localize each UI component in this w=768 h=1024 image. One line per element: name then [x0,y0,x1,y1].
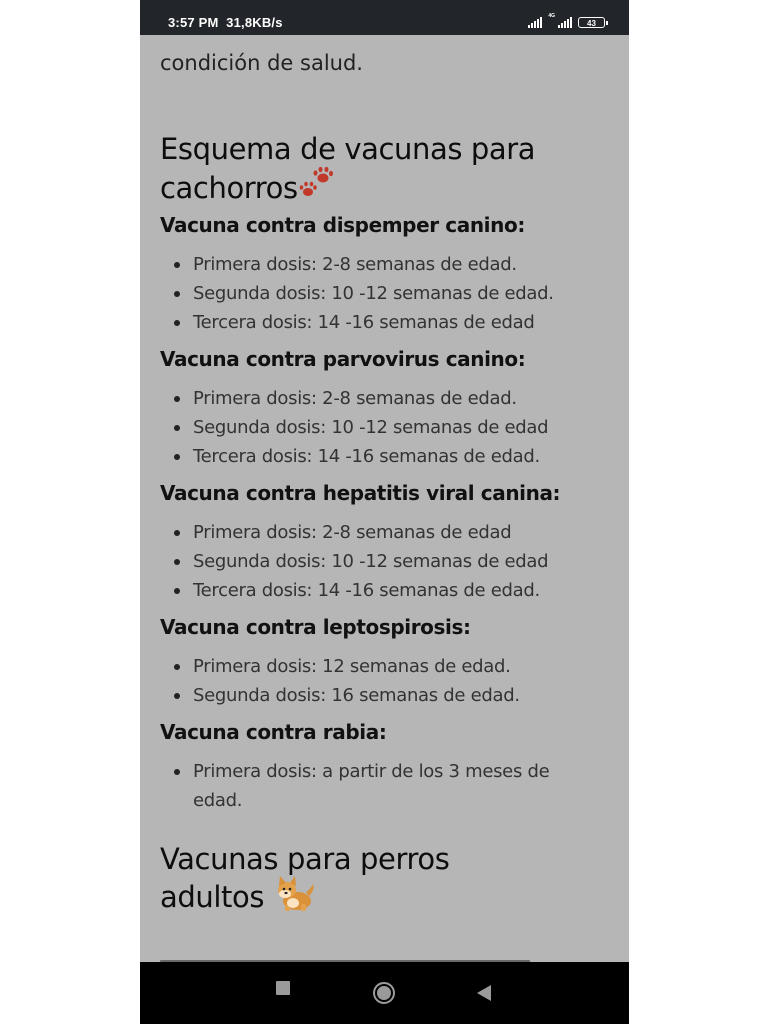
vaccine-heading: Vacuna contra leptospirosis: [160,615,471,639]
status-icons [528,14,605,30]
dose-item: Primera dosis: 2-8 semanas de edad. [160,250,610,279]
recent-apps-icon[interactable] [275,980,291,1000]
network-speed: 31,8KB/s [226,15,283,30]
dose-list [160,518,610,605]
vaccine-block [160,346,610,471]
battery-level: 43 [587,18,596,28]
section-title-puppies [160,133,610,205]
section-title-adults [160,843,480,914]
dose-list [160,250,610,337]
dose-item: Primera dosis: 2-8 semanas de edad. [160,384,610,413]
dose-list [160,757,580,815]
dose-item: Primera dosis: a partir de los 3 meses de edad. [160,757,580,815]
dose-item: Primera dosis: 2-8 semanas de edad [160,518,610,547]
home-icon[interactable] [372,981,396,1009]
vaccine-heading: Vacuna contra rabia: [160,720,387,744]
navigation-bar [140,962,629,1024]
vaccine-heading: Vacuna contra hepatitis viral canina: [160,481,561,505]
dose-list [160,384,610,471]
dose-item: Segunda dosis: 10 -12 semanas de edad [160,413,610,442]
dog-icon [275,876,315,912]
dose-item: Segunda dosis: 10 -12 semanas de edad [160,547,610,576]
status-bar [140,0,629,35]
dose-item: Tercera dosis: 14 -16 semanas de edad. [160,442,610,471]
network-type: 4G [548,13,555,19]
vaccine-block [160,480,610,605]
signal-icon [558,17,572,28]
dose-item: Tercera dosis: 14 -16 semanas de edad. [160,576,610,605]
paragraph-tail: condición de salud. [160,51,363,75]
section-title-text: Esquema de vacunas para cachorros [160,132,536,205]
vaccine-heading: Vacuna contra parvovirus canino: [160,347,526,371]
dose-list [160,652,610,710]
dose-item: Segunda dosis: 16 semanas de edad. [160,681,610,710]
vaccine-heading: Vacuna contra dispemper canino: [160,213,525,237]
paw-prints-icon [299,166,337,200]
dose-item: Tercera dosis: 14 -16 semanas de edad [160,308,610,337]
vaccine-block [160,212,610,337]
status-time [168,15,283,30]
article-body [160,35,610,914]
vaccine-block [160,719,610,815]
dose-item: Segunda dosis: 10 -12 semanas de edad. [160,279,610,308]
back-icon[interactable] [476,984,492,1006]
battery-icon [578,17,605,28]
signal-icon [528,17,542,28]
vaccine-block [160,614,610,710]
clock: 3:57 PM [168,15,219,30]
section-title-text: Vacunas para perros adultos [160,842,450,914]
dose-item: Primera dosis: 12 semanas de edad. [160,652,610,681]
phone-screen [140,0,629,1024]
